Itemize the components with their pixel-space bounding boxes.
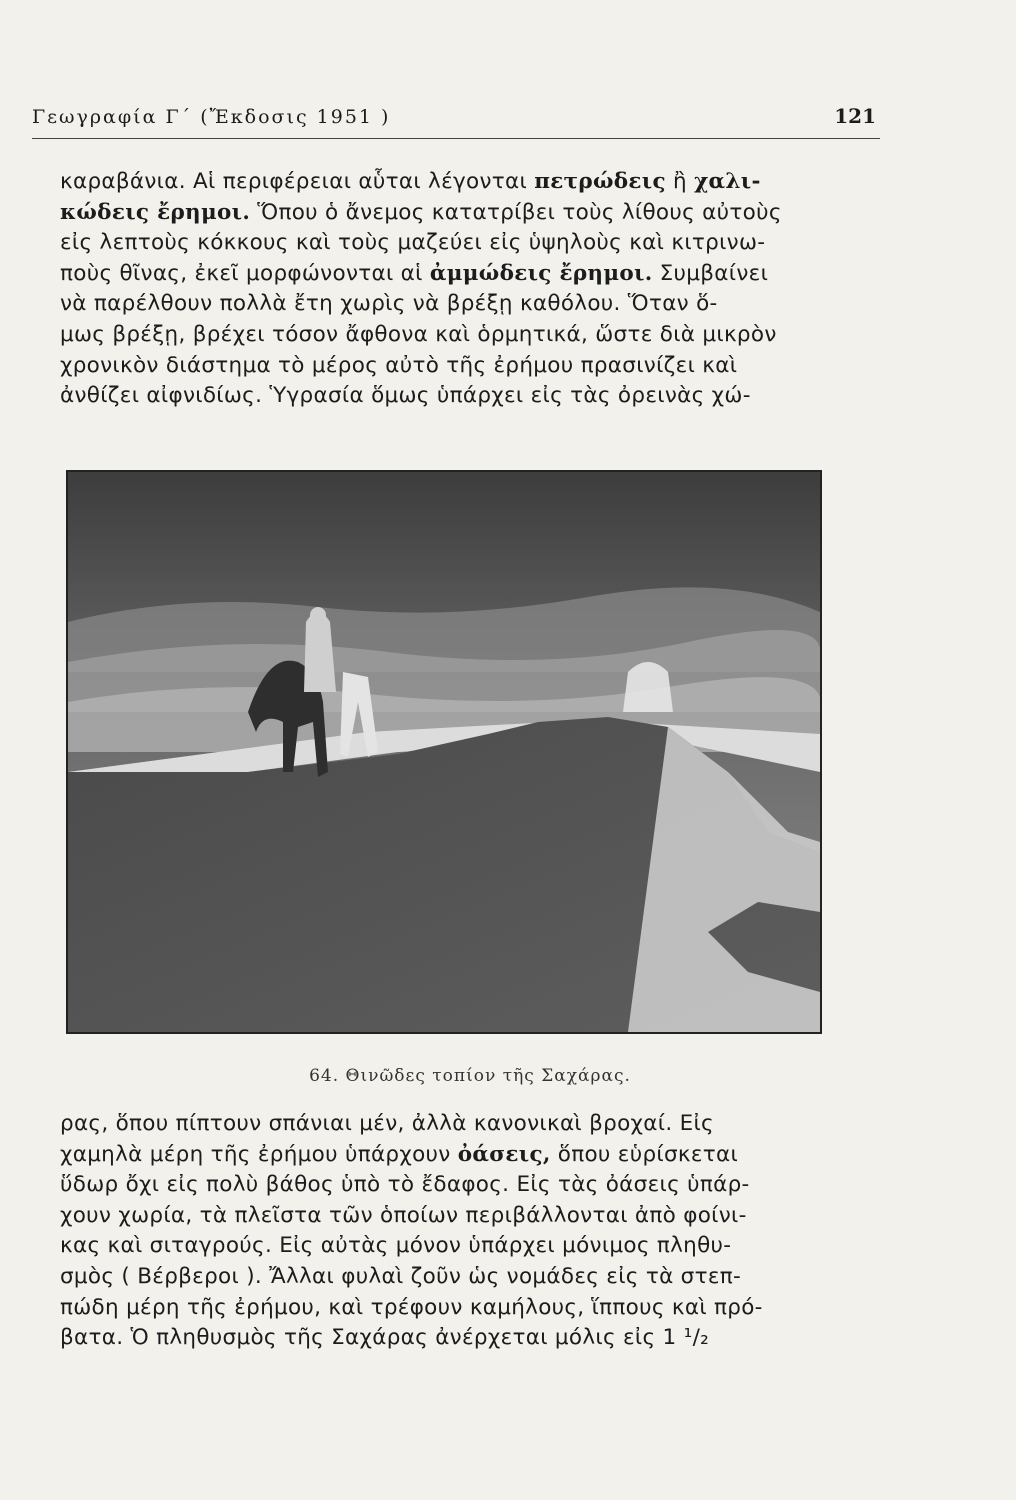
text-line: κας καὶ σιταγρούς. Εἰς αὐτὰς μόνον ὑπάρχει μόνιμος πληθυ- (60, 1233, 732, 1259)
text-line: βατα. Ὁ πληθυσμὸς τῆς Σαχάρας ἀνέρχεται μόλις εἰς 1 ¹/₂ (60, 1325, 710, 1351)
text-line: χουν χωρία, τὰ πλεῖστα τῶν ὁποίων περιβάλλονται ἀπὸ φοίνι- (60, 1202, 747, 1228)
paragraph-top (60, 167, 860, 412)
text-line (60, 167, 860, 198)
text-line: πώδη μέρη τῆς ἐρήμου, καὶ τρέφουν καμήλους, ἵππους καὶ πρό- (60, 1294, 763, 1320)
bold-term: χαλι- (694, 169, 761, 194)
book-title: Γεωγραφία Γ΄ (Ἔκδοσις 1951 ) (32, 106, 391, 128)
text-line: μως βρέξῃ, βρέχει τόσον ἄφθονα καὶ ὁρμητικά, ὥστε διὰ μικρὸν (60, 321, 777, 347)
text-line: ὕδωρ ὄχι εἰς πολὺ βάθος ὑπὸ τὸ ἔδαφος. Εἰς τὰς ὀάσεις ὑπάρ- (60, 1172, 750, 1198)
page-number: 121 (834, 104, 876, 128)
bold-term: κώδεις ἔρημοι. (60, 199, 251, 225)
text-run: χαμηλὰ μέρη τῆς ἐρήμου ὑπάρχουν (60, 1141, 458, 1167)
bold-term: πετρώδεις (534, 169, 666, 194)
text-run: Ὅπου ὁ ἄνεμος κατατρίβει τοὺς λίθους αὐτοὺς (250, 199, 782, 225)
text-line (60, 198, 860, 229)
text-line: σμὸς ( Βέρβεροι ). Ἄλλαι φυλαὶ ζοῦν ὡς νομάδες εἰς τὰ στεπ- (60, 1263, 742, 1289)
paragraph-bottom (60, 1109, 860, 1354)
desert-photo-illustration (68, 472, 820, 1032)
text-line (60, 1140, 860, 1171)
text-line: ἀνθίζει αἰφνιδίως. Ὑγρασία ὅμως ὑπάρχει εἰς τὰς ὀρεινὰς χώ- (60, 383, 751, 409)
text-line: νὰ παρέλθουν πολλὰ ἔτη χωρὶς νὰ βρέξῃ καθόλου. Ὅταν ὅ- (60, 291, 718, 317)
text-run: ἢ (665, 169, 695, 194)
desert-photograph (66, 470, 822, 1034)
text-line: χρονικὸν διάστημα τὸ μέρος αὐτὸ τῆς ἐρήμου πρασινίζει καὶ (60, 352, 738, 378)
text-run: ποὺς θῖνας, ἐκεῖ μορφώνονται αἱ (60, 260, 430, 286)
bold-term: ἀμμώδεις ἔρημοι. (429, 260, 653, 286)
figure-caption: 64. Θινῶδες τοπίον τῆς Σαχάρας. (309, 1066, 631, 1086)
running-header (32, 104, 880, 139)
text-run: καραβάνια. Αἱ περιφέρειαι αὗται λέγονται (60, 169, 535, 194)
text-run: ὅπου εὑρίσκεται (550, 1141, 739, 1167)
text-line: ρας, ὅπου πίπτουν σπάνιαι μέν, ἀλλὰ κανονικαὶ βροχαί. Εἰς (60, 1111, 714, 1136)
bold-term: ὀάσεις, (457, 1141, 551, 1167)
text-line (60, 259, 860, 290)
text-run: Συμβαίνει (652, 260, 769, 286)
text-line: εἰς λεπτοὺς κόκκους καὶ τοὺς μαζεύει εἰς ὑψηλοὺς καὶ κιτρινω- (60, 230, 766, 256)
